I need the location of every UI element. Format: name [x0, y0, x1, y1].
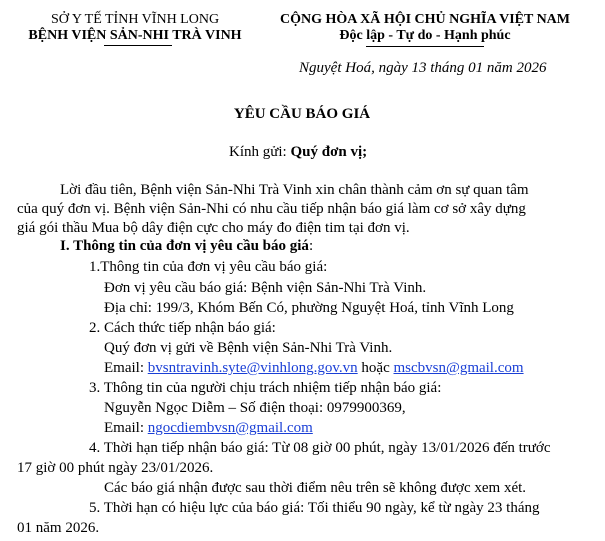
email-link-ngocdiem[interactable]: ngocdiembvsn@gmail.com — [147, 420, 313, 436]
item-2-email-label: Email: — [104, 360, 148, 376]
date-line: Nguyệt Hoá, ngày 13 tháng 01 năm 2026 — [299, 60, 547, 76]
item-1-unit: Đơn vị yêu cầu báo giá: Bệnh viện Sản-Nhi Trà Vinh. — [104, 280, 427, 296]
greeting — [229, 144, 367, 161]
item-2-email-line — [104, 360, 524, 377]
item-5-line-2: 01 năm 2026. — [17, 520, 100, 536]
email-link-syte[interactable]: bvsntravinh.syte@vinhlong.gov.vn — [147, 360, 358, 376]
header-right-underline — [366, 46, 484, 47]
department-name: SỞ Y TẾ TỈNH VĨNH LONG — [50, 12, 220, 27]
greeting-prefix: Kính gửi: — [229, 144, 291, 160]
item-3-title: 3. Thông tin của người chịu trách nhiệm tiếp nhận báo giá: — [89, 380, 442, 396]
national-motto: Độc lập - Tự do - Hạnh phúc — [339, 28, 511, 43]
intro-line-2: của quý đơn vị. Bệnh viện Sản-Nhi có nhu cầu tiếp nhận báo giá làm cơ sở xây dựng — [17, 201, 526, 217]
header-left-underline — [104, 45, 172, 46]
hospital-name: BỆNH VIỆN SẢN-NHI TRÀ VINH — [28, 28, 242, 43]
item-3-person: Nguyễn Ngọc Diễm – Số điện thoại: 0979900369, — [104, 400, 406, 416]
item-3-email-line — [104, 420, 313, 437]
item-2-email-or: hoặc — [357, 360, 394, 376]
document-title: YÊU CẦU BÁO GIÁ — [233, 106, 371, 122]
national-title: CỘNG HÒA XÃ HỘI CHỦ NGHĨA VIỆT NAM — [279, 12, 571, 27]
section-1-heading-colon: : — [308, 238, 314, 254]
item-1-title: 1.Thông tin của đơn vị yêu cầu báo giá: — [89, 259, 328, 275]
section-1-heading — [60, 238, 313, 255]
item-4-line-2: 17 giờ 00 phút ngày 23/01/2026. — [17, 460, 214, 476]
item-2-title: 2. Cách thức tiếp nhận báo giá: — [89, 320, 276, 336]
greeting-recipient: Quý đơn vị; — [290, 144, 368, 160]
item-4-note: Các báo giá nhận được sau thời điểm nêu trên sẽ không được xem xét. — [104, 480, 527, 496]
item-2-send-to: Quý đơn vị gửi về Bệnh viện Sản-Nhi Trà Vinh. — [104, 340, 393, 356]
item-4-line-1: 4. Thời hạn tiếp nhận báo giá: Từ 08 giờ 00 phút, ngày 13/01/2026 đến trước — [89, 440, 551, 456]
item-1-address: Địa chỉ: 199/3, Khóm Bến Có, phường Nguyệt Hoá, tỉnh Vĩnh Long — [104, 300, 514, 316]
item-3-email-label: Email: — [104, 420, 148, 436]
item-5-line-1: 5. Thời hạn có hiệu lực của báo giá: Tối thiểu 90 ngày, kể từ ngày 23 tháng — [89, 500, 540, 516]
email-link-mscbvsn[interactable]: mscbvsn@gmail.com — [393, 360, 524, 376]
section-1-heading-text: I. Thông tin của đơn vị yêu cầu báo giá — [60, 238, 309, 254]
intro-line-3: giá gói thầu Mua bộ dây điện cực cho máy đo điện tim tại đơn vị. — [17, 220, 410, 236]
intro-line-1: Lời đầu tiên, Bệnh viện Sản-Nhi Trà Vinh xin chân thành cảm ơn sự quan tâm — [60, 182, 529, 198]
